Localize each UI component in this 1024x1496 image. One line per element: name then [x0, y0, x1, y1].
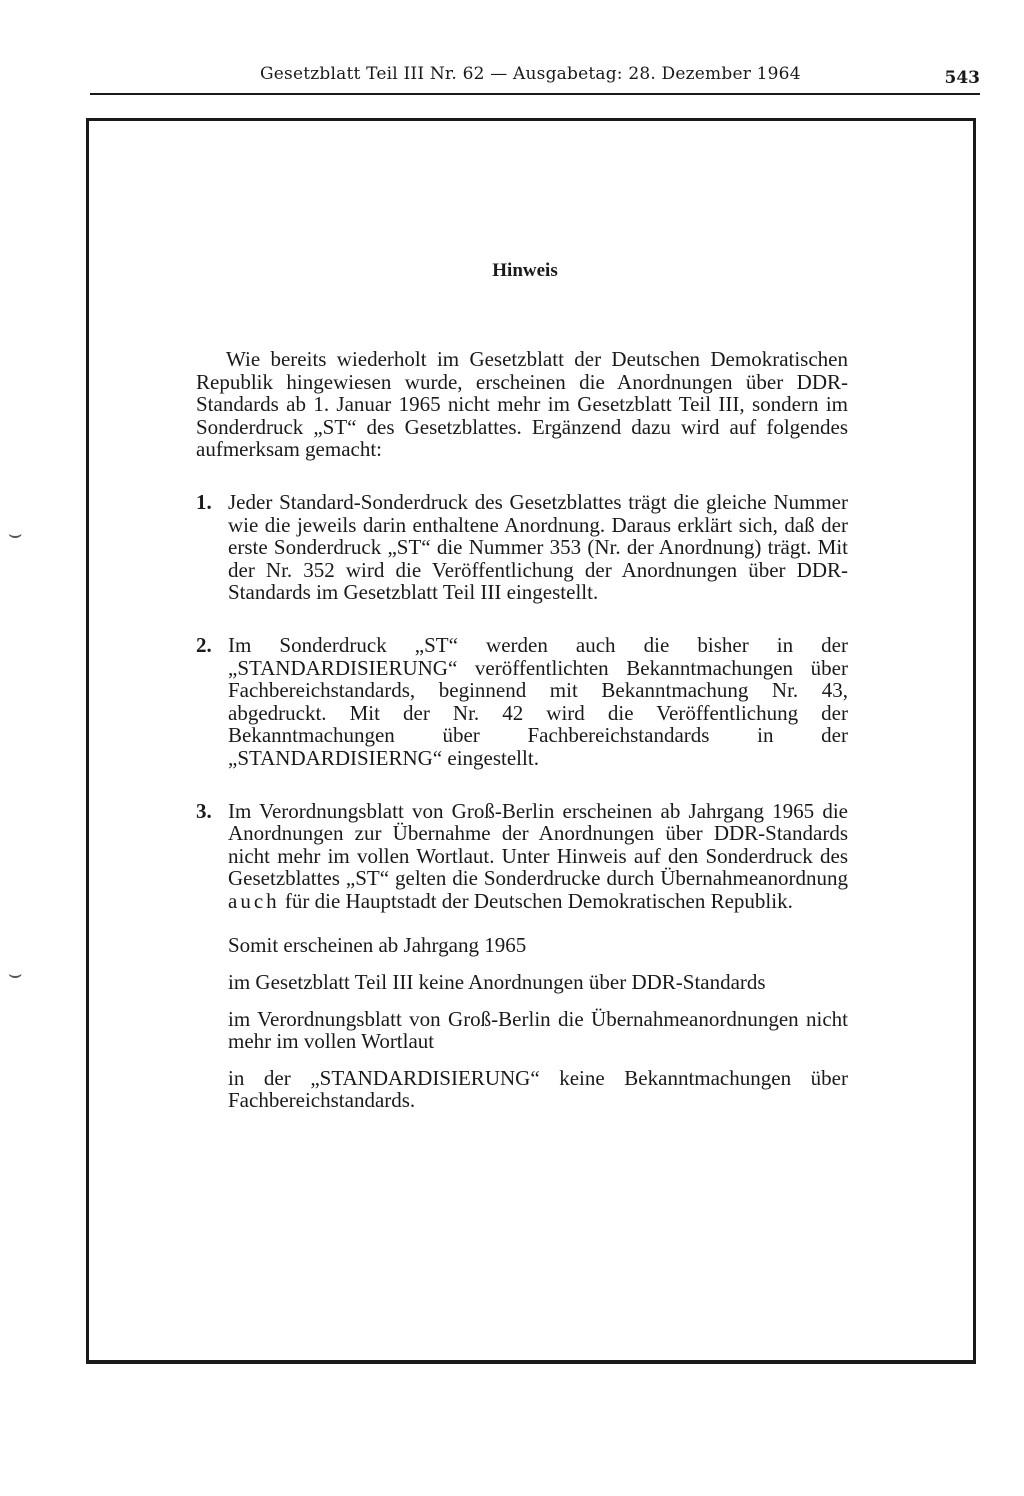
- notice-content: [196, 348, 848, 1112]
- item-text: Im Sonderdruck „ST“ werden auch die bisher in der „STANDARDISIERUNG“ veröffentlichten Bekanntmachungen über Fachbereichstandards, beginnend mit Bekanntmachung Nr. 43, abgedruckt. Mit der Nr. 42 wird die Veröffentlichung der Bekanntmachungen über Fachbereichstandards in der „STANDARDISIERNG“ eingestellt.: [228, 632, 848, 770]
- summary-intro: Somit erscheinen ab Jahrgang 1965: [228, 933, 527, 958]
- notice-frame-bottom-rule: [86, 1360, 976, 1364]
- emphasized-word: auch: [228, 888, 280, 913]
- item-text-after: für die Hauptstadt der Deutschen Demokratischen Republik.: [284, 888, 793, 913]
- item-text: [228, 800, 848, 913]
- item-number: 1.: [196, 489, 212, 514]
- notice-item: [196, 634, 848, 770]
- notice-intro: Wie bereits wiederholt im Gesetzblatt der Deutschen Demokratischen Republik hingewiesen wurde, erscheinen die Anordnungen über DDR-Standards ab 1. Januar 1965 nicht mehr im Gesetzblatt Teil III, sondern im Sonderdruck „ST“ des Gesetzblattes. Ergänzend dazu wird auf folgendes aufmerksam gemacht:: [196, 347, 848, 462]
- page-header: [90, 62, 980, 96]
- item-number: 2.: [196, 632, 212, 657]
- header-title: Gesetzblatt Teil III Nr. 62 — Ausgabetag: 28. Dezember 1964: [260, 64, 801, 84]
- summary-line: im Gesetzblatt Teil III keine Anordnungen über DDR-Standards: [228, 970, 766, 995]
- item-number: 3.: [196, 798, 212, 823]
- notice-title: Hinweis: [492, 260, 558, 281]
- summary-line: im Verordnungsblatt von Groß-Berlin die Übernahmeanordnungen nicht mehr im vollen Wortlaut: [228, 1006, 848, 1054]
- item-text-before: Im Verordnungsblatt von Groß-Berlin erscheinen ab Jahrgang 1965 die Anordnungen zur Übernahme der Anordnungen über DDR-Standards nicht mehr im vollen Wortlaut. Unter Hinweis auf den Sonderdruck des Gesetzblattes „ST“ gelten die Sonderdrucke durch Übernahmeanordnung: [228, 798, 848, 891]
- margin-mark: ⌣: [8, 522, 23, 547]
- notice-item: [196, 491, 848, 604]
- summary-line: in der „STANDARDISIERUNG“ keine Bekanntmachungen über Fachbereichstandards.: [228, 1065, 848, 1113]
- margin-mark: ⌣: [8, 962, 23, 987]
- page-number: 543: [944, 68, 980, 88]
- item-text: Jeder Standard-Sonderdruck des Gesetzblattes trägt die gleiche Nummer wie die jeweils darin enthaltene Anordnung. Daraus erklärt sich, daß der erste Sonderdruck „ST“ die Nummer 353 (Nr. der Anordnung) trägt. Mit der Nr. 352 wird die Veröffentlichung der Anordnungen über DDR-Standards im Gesetzblatt Teil III eingestellt.: [228, 489, 848, 605]
- header-rule: [90, 93, 980, 95]
- notice-item: [196, 800, 848, 913]
